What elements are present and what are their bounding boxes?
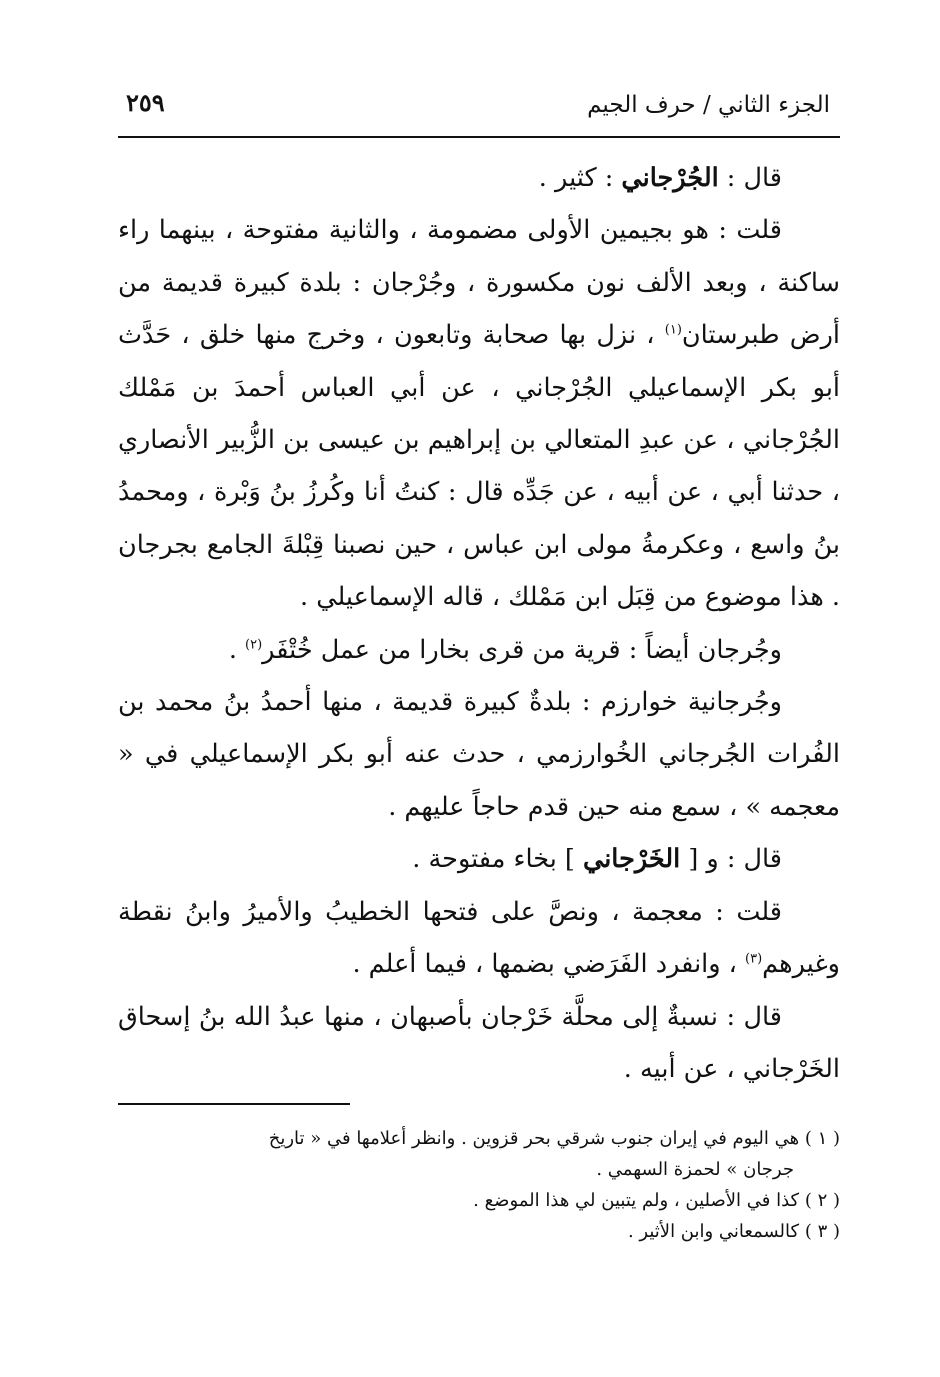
paragraph-5 bbox=[118, 833, 840, 885]
footnote-1: ( ١ ) هي اليوم في إيران جنوب شرقي بحر قزوين . وانظر أعلامها في « تاريخ bbox=[268, 1128, 840, 1149]
page-number: ٢٥٩ bbox=[126, 88, 165, 117]
main-text bbox=[118, 152, 840, 1095]
text-run: قال : و [ bbox=[680, 844, 782, 875]
entry-term: الخَرْجاني bbox=[582, 844, 681, 875]
paragraph-3 bbox=[118, 624, 840, 676]
text-run: وجُرجان أيضاً : قرية من قرى بخارا من عمل خُتْفَر bbox=[262, 634, 782, 665]
running-title: الجزء الثاني / حرف الجيم bbox=[587, 92, 830, 118]
text-run: : كثير . bbox=[538, 163, 622, 193]
footnote-1-continued: جرجان » لحمزة السهمي . bbox=[596, 1159, 794, 1180]
paragraph-7: قال : نسبةٌ إلى محلَّة خَرْجان بأصبهان ، منها عبدُ الله بنُ إسحاق الخَرْجاني ، عن أبيه . bbox=[118, 1001, 840, 1084]
text-run: قلت : معجمة ، ونصَّ على فتحها الخطيبُ والأميرُ وابنُ نقطة وغيرهم bbox=[118, 896, 840, 980]
footnote-ref-3: (٣) bbox=[745, 951, 763, 967]
footnote-ref-1: (١) bbox=[664, 322, 682, 338]
paragraph-2 bbox=[118, 204, 840, 623]
paragraph-1 bbox=[118, 152, 840, 204]
paragraph-6 bbox=[118, 886, 840, 991]
text-run: قال : bbox=[718, 163, 782, 193]
paragraph-4: وجُرجانية خوارزم : بلدةٌ كبيرة قديمة ، منها أحمدُ بنُ محمد بن الفُرات الجُرجاني الخُوارزمي ، حدث عنه أبو بكر الإسماعيلي في « معجمه » ، سمع منه حين قدم حاجاً عليهم . bbox=[118, 687, 840, 822]
footnote-divider bbox=[118, 1103, 350, 1105]
footnote-2: ( ٢ ) كذا في الأصلين ، ولم يتبين لي هذا الموضع . bbox=[473, 1190, 840, 1211]
text-run: . bbox=[228, 634, 246, 665]
footnote-3: ( ٣ ) كالسمعاني وابن الأثير . bbox=[627, 1221, 840, 1242]
footnotes bbox=[100, 1124, 840, 1248]
text-run: ، نزل بها صحابة وتابعون ، وخرج منها خلق ، حَدَّث أبو بكر الإسماعيلي الجُرْجاني ، عن أبي العباس أحمدَ بن مَمْلك الجُرْجاني ، عن عبدِ المتعالي بن إبراهيم بن عيسى بن الزُّبير الأنصاري ، حدثنا أبي ، عن أبيه ، عن جَدِّه قال : كنتُ أنا وكُرزُ بنُ وَبْرة ، ومحمدُ بنُ واسع ، وعكرمةُ مولى ابن عباس ، حين نصبنا قِبْلةَ الجامع بجرجان . هذا موضوع من قِبَل ابن مَمْلك ، قاله الإسماعيلي . bbox=[118, 320, 840, 613]
text-run: قلت : هو بجيمين الأولى مضمومة ، والثانية مفتوحة ، بينهما راء ساكنة ، وبعد الألف نون مكسورة ، وجُرْجان : بلدة كبيرة قديمة من أرض طبرستان bbox=[118, 215, 840, 351]
text-run: ] بخاء مفتوحة . bbox=[412, 844, 583, 875]
page-header bbox=[118, 78, 840, 138]
text-run: ، وانفرد الفَرَضي بضمها ، فيما أعلم . bbox=[352, 949, 746, 980]
entry-term: الجُرْجاني bbox=[621, 163, 719, 193]
footnote-ref-2: (٢) bbox=[245, 637, 263, 653]
